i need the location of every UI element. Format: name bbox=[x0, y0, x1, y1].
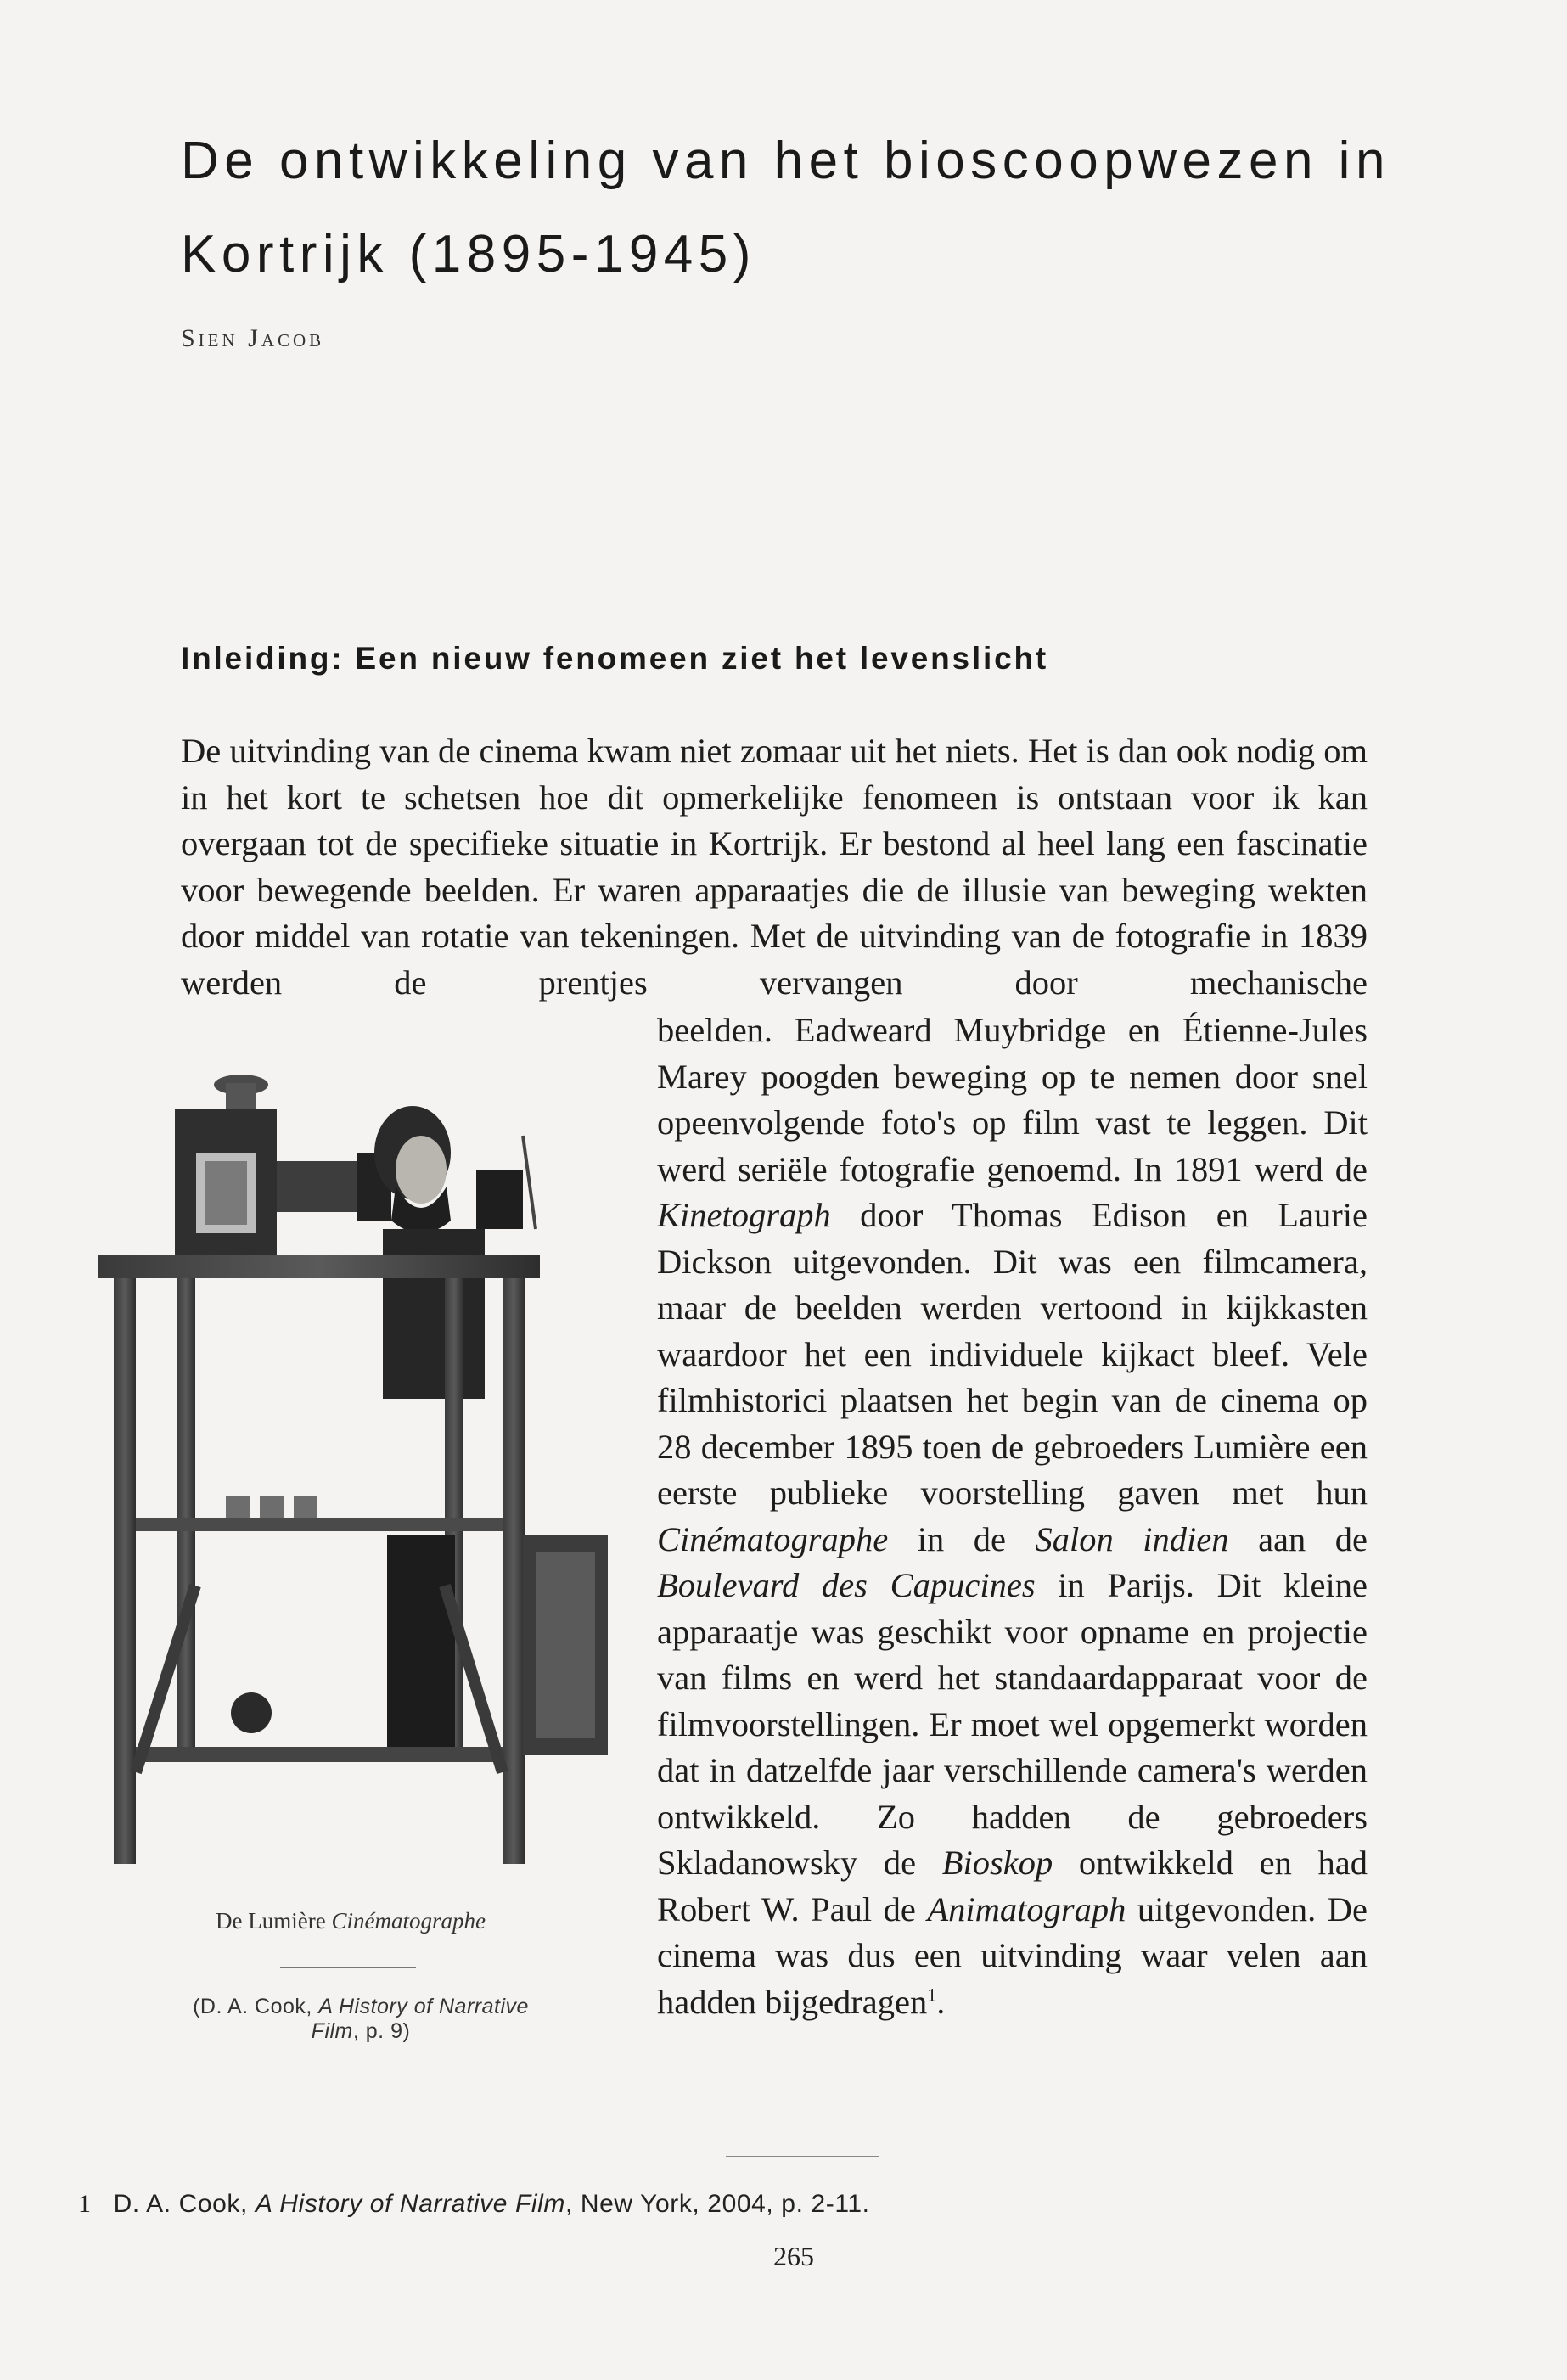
text-run: . bbox=[936, 1982, 946, 2021]
footnote-divider bbox=[726, 2156, 879, 2157]
italic-term: Boulevard des Capucines bbox=[657, 1566, 1036, 1604]
caption-divider bbox=[280, 1967, 416, 1968]
text-run: door Thomas Edison en Laurie Dickson uitgevonden. Dit was een filmcamera, maar de beelden werden vertoond in kijkkasten waardoor het een individuele kijkact bleef. Vele filmhistorici plaatsen het begin van de cinema op 28 december 1895 toen de gebroeders Lumière een eerste publieke voorstelling gaven met hun bbox=[657, 1196, 1368, 1512]
cinematographe-illustration bbox=[48, 1059, 625, 1874]
footnote-text-run: D. A. Cook, bbox=[113, 2190, 256, 2218]
intro-paragraph: De uitvinding van de cinema kwam niet zomaar uit het niets. Het is dan ook nodig om in het kort te schetsen hoe dit opmerkelijke fenomeen is ontstaan voor ik kan overgaan tot de specifieke situatie in Kortrijk. Er bestond al heel lang een fascinatie voor bewegende beelden. Er waren apparaatjes die de illusie van beweging wekten door middel van rotatie van tekeningen. Met de uitvinding van de fotografie in 1839 werden de prentjes vervangen door mechanische bbox=[181, 732, 1368, 1002]
footnote-italic: A History of Narrative Film bbox=[255, 2190, 566, 2218]
source-italic: A History of Narrative Film bbox=[311, 1995, 529, 2043]
page-number: 265 bbox=[773, 2241, 814, 2271]
italic-term: Animatograph bbox=[927, 1889, 1126, 1928]
italic-term: Kinetograph bbox=[657, 1196, 831, 1234]
text-run: ontwikkeld en had Robert W. Paul de bbox=[657, 1844, 1368, 1928]
italic-term: Salon indien bbox=[1035, 1519, 1229, 1558]
footnote-number: 1 bbox=[78, 2190, 92, 2218]
column-paragraph bbox=[657, 1008, 1368, 2025]
cinematographe-photo bbox=[48, 1059, 625, 1874]
italic-term: Bioskop bbox=[941, 1844, 1053, 1882]
footnote-text bbox=[114, 2190, 870, 2218]
text-run: beelden. Eadweard Muybridge en Étienne-Jules Marey poogden beweging op te nemen door snel opeenvolgende foto's op film vast te leggen. Dit werd seriële fotografie genoemd. In 1891 werd de bbox=[657, 1011, 1368, 1188]
text-run: aan de bbox=[1228, 1519, 1368, 1558]
footnote-text-run: , New York, 2004, p. 2-11. bbox=[565, 2190, 870, 2218]
footnote bbox=[78, 2190, 870, 2219]
figure-caption bbox=[181, 1908, 520, 1934]
source-text: , p. 9) bbox=[352, 2019, 411, 2043]
article-title: De ontwikkeling van het bioscoopwezen in Kortrijk (1895-1945) bbox=[181, 132, 1390, 283]
text-run: in Parijs. Dit kleine apparaatje was geschikt voor opname en projectie van films en werd het standaardapparaat voor de filmvoorstellingen. Er moet wel opgemerkt worden dat in datzelfde jaar verschillende camera's werden ontwikkeld. Zo hadden de gebroeders Skladanowsky de bbox=[657, 1566, 1368, 1882]
caption-text: De Lumière bbox=[216, 1908, 332, 1934]
section-heading: Inleiding: Een nieuw fenomeen ziet het levenslicht bbox=[181, 641, 1048, 676]
caption-italic: Cinématographe bbox=[331, 1908, 486, 1934]
source-text: (D. A. Cook, bbox=[193, 1995, 319, 2018]
footnote-reference[interactable]: 1 bbox=[927, 1984, 937, 2005]
text-run: uitgevonden. De cinema was dus een uitvinding waar velen aan hadden bijgedragen bbox=[657, 1889, 1368, 2021]
text-run: in de bbox=[888, 1519, 1036, 1558]
italic-term: Cinématographe bbox=[657, 1519, 889, 1558]
figure-source bbox=[170, 1995, 552, 2044]
article-author: Sien Jacob bbox=[181, 324, 325, 352]
